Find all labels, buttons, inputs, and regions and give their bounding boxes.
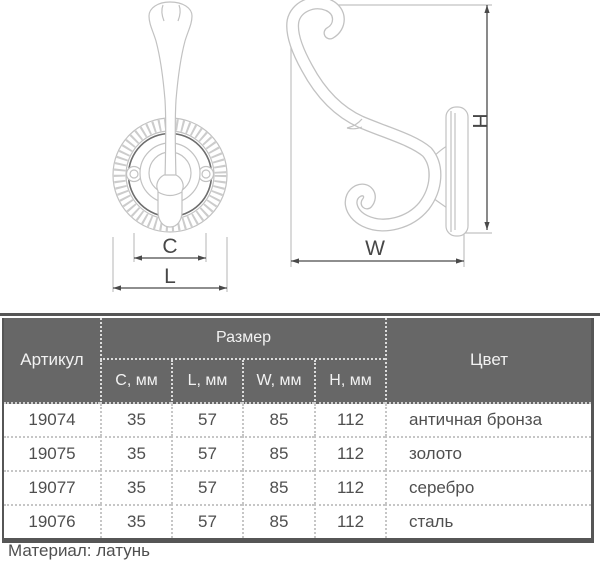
dimension-w [291,237,464,264]
col-header-w: W, мм [242,360,314,404]
cell-c: 35 [100,504,171,538]
cell-c: 35 [100,436,171,470]
table-row [4,404,591,436]
cell-h: 112 [314,504,385,538]
material-note: Материал: латунь [8,541,150,560]
hook-tip-front [157,175,183,227]
cell-color: античная бронза [385,404,591,436]
hook-body-fill [293,3,435,225]
col-header-color: Цвет [385,318,591,404]
cell-c: 35 [100,470,171,504]
cell-color: золото [385,436,591,470]
dimension-label-h: H [468,113,491,129]
dimension-h [468,5,491,230]
screw-hole-left [127,167,142,182]
dimension-label-l: L [164,265,176,288]
cell-h: 112 [314,470,385,504]
cell-l: 57 [171,504,242,538]
cell-c: 35 [100,404,171,436]
cell-article: 19077 [4,470,100,504]
dimension-c [134,233,206,262]
front-view-drawing [113,2,227,292]
cell-l: 57 [171,436,242,470]
spec-table [2,318,594,543]
col-header-l: L, мм [171,360,242,404]
cell-w: 85 [242,470,314,504]
col-header-h: H, мм [314,360,385,404]
table-row [4,470,591,504]
screw-hole-right [199,167,214,182]
col-header-c: C, мм [100,360,171,404]
table-row [4,504,591,538]
cell-color: серебро [385,470,591,504]
wall-plate-profile [446,107,468,236]
cell-article: 19075 [4,436,100,470]
horizontal-divider [0,313,600,316]
cell-w: 85 [242,404,314,436]
cell-h: 112 [314,404,385,436]
col-header-size-group: Размер [100,318,385,360]
cell-article: 19076 [4,504,100,538]
table-row [4,436,591,470]
cell-l: 57 [171,404,242,436]
cell-article: 19074 [28,410,76,429]
dimension-label-w: W [365,237,385,260]
cell-l: 57 [171,470,242,504]
dimension-label-c: C [162,235,178,258]
side-view-drawing [291,3,492,267]
cell-w: 85 [242,504,314,538]
cell-color: сталь [385,504,591,538]
col-header-article: Артикул [4,318,100,404]
cell-w: 85 [242,436,314,470]
cell-h: 112 [314,436,385,470]
